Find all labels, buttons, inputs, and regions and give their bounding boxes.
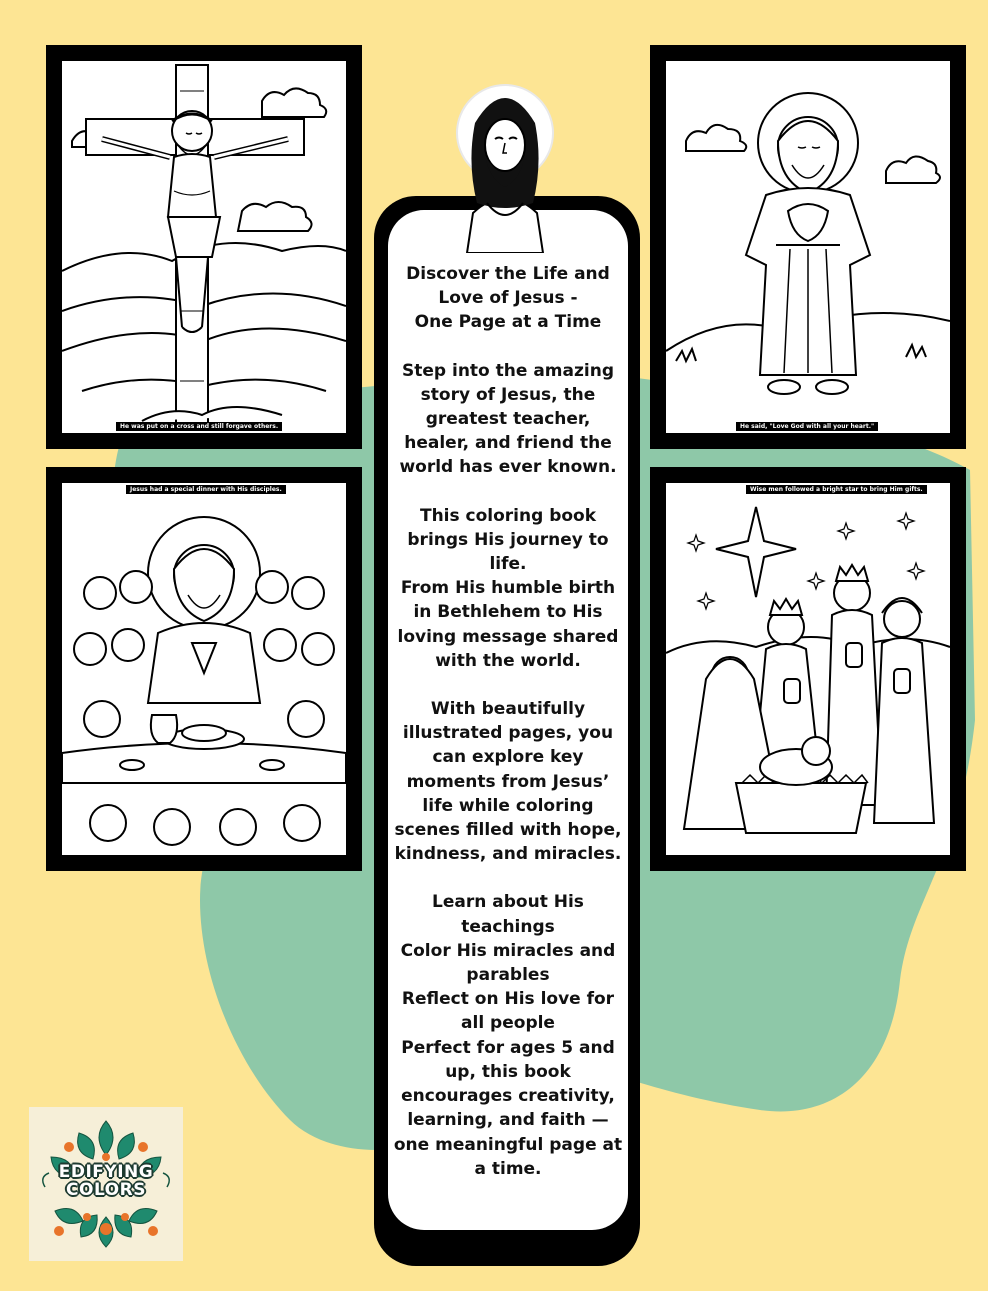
crucifixion-illustration	[62, 61, 346, 433]
book-line: life.	[489, 554, 527, 575]
coloring-page-art	[62, 61, 346, 433]
list-line: learning, and faith —	[407, 1110, 609, 1131]
list-line: Learn about His	[432, 892, 584, 913]
coloring-page-crucifixion	[46, 45, 362, 449]
jesus-portrait-icon	[455, 83, 555, 253]
logo-line-1: EDIFYING	[58, 1162, 154, 1182]
pages-line: can explore key	[432, 747, 584, 768]
pages-line: life while coloring	[422, 795, 594, 816]
page-caption: Jesus had a special dinner with His disciples.	[126, 485, 286, 494]
coloring-page-art	[62, 483, 346, 855]
logo-line-2: COLORS	[66, 1180, 146, 1200]
intro-line: world has ever known.	[399, 457, 617, 478]
pages-line: illustrated pages, you	[402, 723, 614, 744]
list-line: Color His miracles and	[400, 940, 616, 961]
list-line: parables	[466, 965, 550, 986]
coloring-page-wise-men	[650, 467, 966, 871]
list-line: encourages creativity,	[401, 1086, 615, 1107]
pages-line: scenes filled with hope,	[394, 820, 622, 841]
coloring-page-art	[666, 483, 950, 855]
description-text	[392, 262, 624, 1181]
intro-line: greatest teacher,	[425, 409, 591, 430]
intro-line: Step into the amazing	[402, 360, 614, 381]
list-line: one meaningful page at	[393, 1134, 623, 1155]
coloring-page-love-god	[650, 45, 966, 449]
coloring-page-art	[666, 61, 950, 433]
list-line: all people	[461, 1013, 555, 1034]
jesus-heart-illustration	[666, 61, 950, 433]
list-line: up, this book	[445, 1061, 571, 1082]
nativity-illustration	[666, 483, 950, 855]
page-caption: He was put on a cross and still forgave others.	[116, 422, 282, 431]
book-line: This coloring book	[419, 505, 597, 526]
list-line: teachings	[461, 916, 555, 937]
intro-line: healer, and friend the	[404, 433, 612, 454]
intro-line: story of Jesus, the	[420, 384, 596, 405]
book-line: in Bethlehem to His	[413, 602, 603, 623]
pages-line: kindness, and miracles.	[394, 844, 622, 865]
book-line: with the world.	[435, 650, 581, 671]
page-caption: He said, "Love God with all your heart."	[736, 422, 878, 431]
list-line: a time.	[474, 1158, 542, 1179]
heading-line: Love of Jesus -	[438, 288, 578, 309]
coloring-page-last-supper	[46, 467, 362, 871]
book-line: brings His journey to	[407, 529, 609, 550]
book-line: From His humble birth	[400, 578, 616, 599]
pages-line: moments from Jesus’	[406, 771, 610, 792]
heading-line: One Page at a Time	[414, 312, 602, 333]
book-line: loving message shared	[397, 626, 619, 647]
page-caption: Wise men followed a bright star to bring Him gifts.	[746, 485, 927, 494]
last-supper-illustration	[62, 483, 346, 855]
list-line: Perfect for ages 5 and	[401, 1037, 615, 1058]
edifying-colors-logo	[29, 1107, 183, 1261]
heading-line: Discover the Life and	[406, 264, 610, 284]
list-line: Reflect on His love for	[401, 989, 615, 1010]
pages-line: With beautifully	[430, 699, 586, 720]
